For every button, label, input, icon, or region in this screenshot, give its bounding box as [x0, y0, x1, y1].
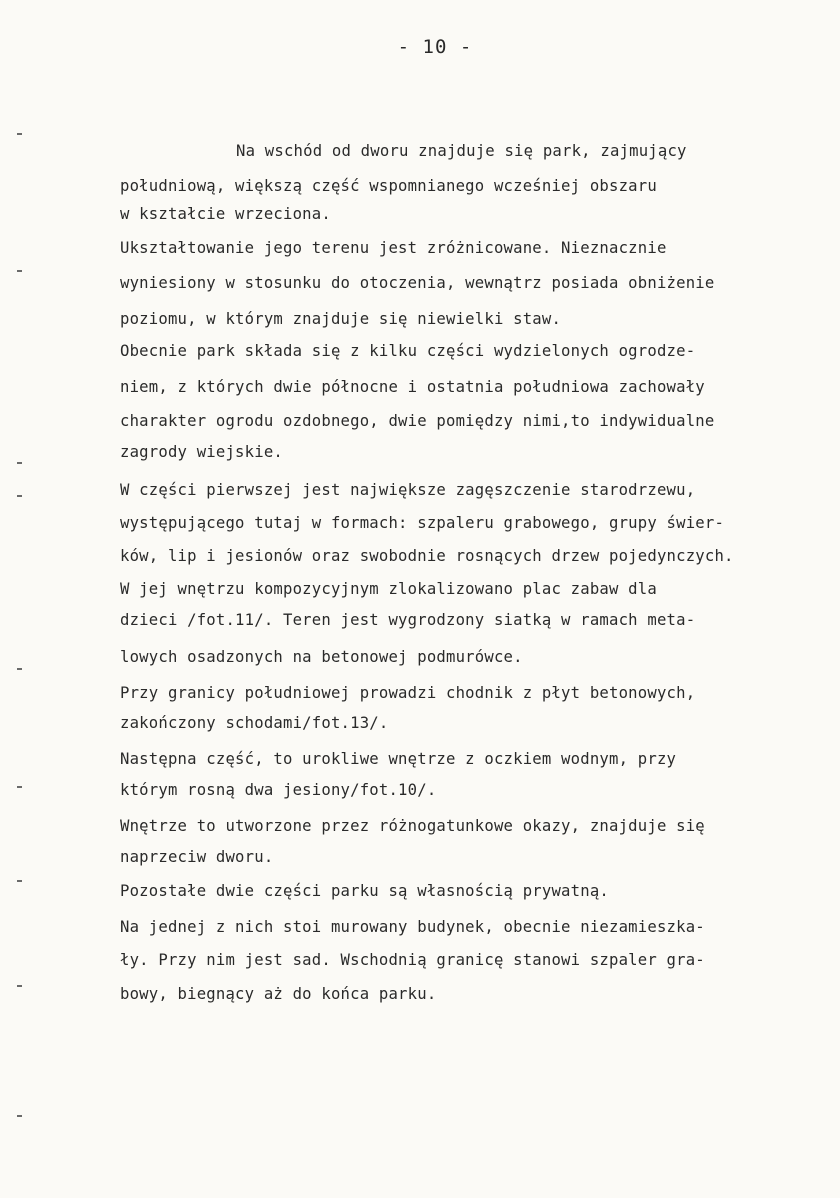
text-line: wyniesiony w stosunku do otoczenia, wewnątrz posiada obniżenie [120, 274, 715, 292]
text-line: Na jednej z nich stoi murowany budynek, obecnie niezamieszka- [120, 918, 705, 936]
margin-mark [17, 495, 22, 497]
text-line: którym rosną dwa jesiony/fot.10/. [120, 781, 437, 799]
text-line: charakter ogrodu ozdobnego, dwie pomiędzy nimi,to indywidualne [120, 412, 715, 430]
text-line: Na wschód od dworu znajduje się park, zajmujący [236, 142, 687, 160]
text-line: bowy, biegnący aż do końca parku. [120, 985, 437, 1003]
text-line: południową, większą część wspomnianego wcześniej obszaru [120, 177, 657, 195]
text-line: naprzeciw dworu. [120, 848, 274, 866]
page-number: - 10 - [397, 36, 473, 58]
text-line: W części pierwszej jest największe zagęszczenie starodrzewu, [120, 481, 696, 499]
margin-mark [17, 133, 22, 135]
margin-mark [17, 786, 22, 788]
margin-mark [17, 985, 22, 987]
text-line: w kształcie wrzeciona. [120, 205, 331, 223]
text-line: ków, lip i jesionów oraz swobodnie rosnących drzew pojedynczych. [120, 547, 734, 565]
margin-mark [17, 462, 22, 464]
text-line: występującego tutaj w formach: szpaleru grabowego, grupy świer- [120, 514, 725, 532]
text-line: lowych osadzonych na betonowej podmurówce. [120, 648, 523, 666]
margin-mark [17, 1115, 22, 1117]
text-line: Obecnie park składa się z kilku części wydzielonych ogrodze- [120, 342, 696, 360]
text-line: zagrody wiejskie. [120, 443, 283, 461]
text-line: poziomu, w którym znajduje się niewielki staw. [120, 310, 562, 328]
text-line: Ukształtowanie jego terenu jest zróżnicowane. Nieznacznie [120, 239, 667, 257]
text-line: Następna część, to urokliwe wnętrze z oczkiem wodnym, przy [120, 750, 677, 768]
text-line: Pozostałe dwie części parku są własnością prywatną. [120, 882, 609, 900]
text-line: niem, z których dwie północne i ostatnia południowa zachowały [120, 378, 705, 396]
text-line: zakończony schodami/fot.13/. [120, 714, 389, 732]
text-line: ły. Przy nim jest sad. Wschodnią granicę stanowi szpaler gra- [120, 951, 705, 969]
text-line: Wnętrze to utworzone przez różnogatunkowe okazy, znajduje się [120, 817, 705, 835]
text-line: W jej wnętrzu kompozycyjnym zlokalizowano plac zabaw dla [120, 580, 657, 598]
text-line: Przy granicy południowej prowadzi chodnik z płyt betonowych, [120, 684, 696, 702]
margin-mark [17, 668, 22, 670]
margin-mark [17, 270, 22, 272]
text-line: dzieci /fot.11/. Teren jest wygrodzony siatką w ramach meta- [120, 611, 696, 629]
margin-mark [17, 880, 22, 882]
